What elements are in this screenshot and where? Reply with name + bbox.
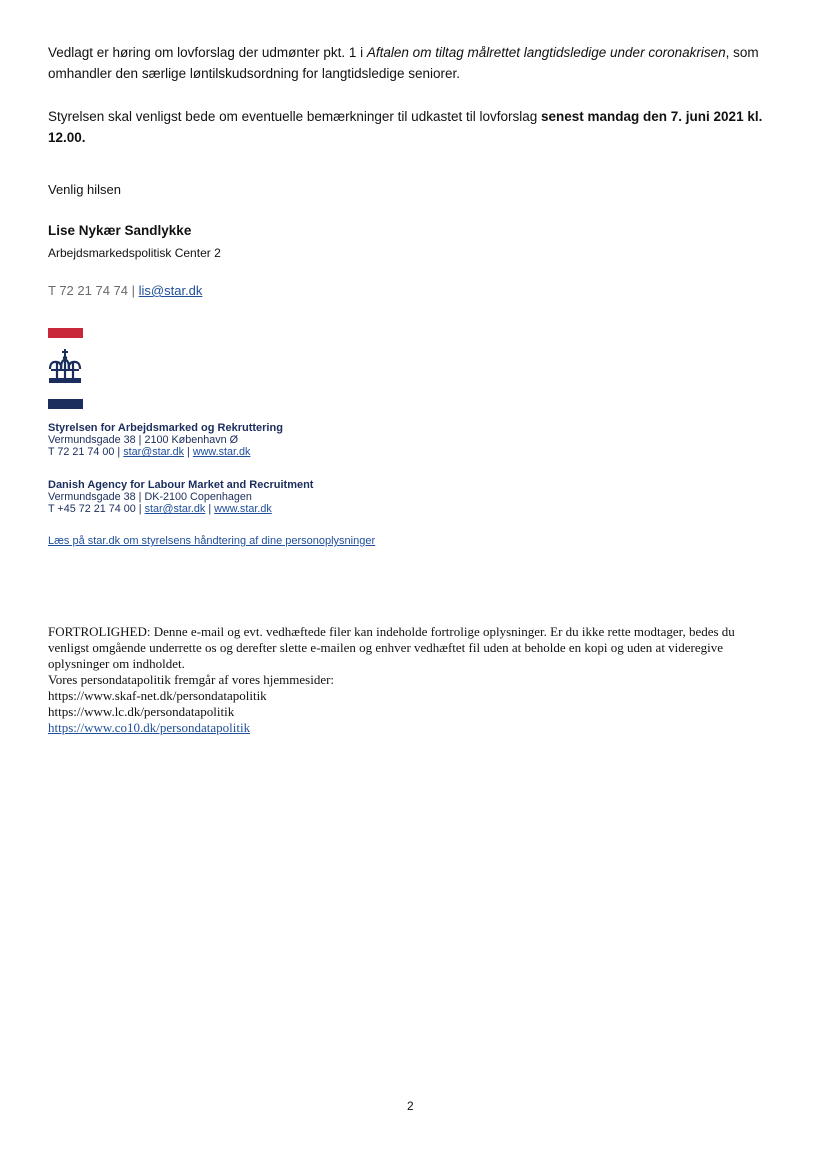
org-name-english: Danish Agency for Labour Market and Recruitment (48, 479, 314, 491)
org-address-english: Vermundsgade 38 | DK-2100 Copenhagen (48, 491, 252, 503)
page-number: 2 (407, 1099, 414, 1113)
org-contact-danish (48, 446, 283, 458)
policy-url-lc[interactable]: https://www.lc.dk/persondatapolitik (48, 704, 235, 719)
org-web-link-danish[interactable]: www.star.dk (192, 446, 251, 458)
org-address-danish: Vermundsgade 38 | 2100 København Ø (48, 434, 239, 446)
sender-department: Arbejdsmarkedspolitisk Center 2 (48, 246, 221, 260)
intro-paragraph (48, 42, 778, 84)
policy-url-co10[interactable]: https://www.co10.dk/persondatapolitik (48, 720, 251, 735)
org-block-danish (48, 422, 283, 458)
logo-navy-bar (48, 399, 83, 409)
confidentiality-text: FORTROLIGHED: Denne e-mail og evt. vedhæftede filer kan indeholde fortrolige oplysninger. Er du ikke rette modtager, bedes du venligst omgående underrette os og derefter slette e-mailen og enhver vedhæftet fil uden at beholde en kopi og uden at videregive oplysninger om indholdet. (48, 624, 735, 671)
org-phone-english: T +45 72 21 74 00 | (48, 503, 145, 515)
org-sep-danish: | (184, 446, 193, 458)
sender-email-link[interactable]: lis@star.dk (138, 283, 203, 298)
policy-url-skaf[interactable]: https://www.skaf-net.dk/persondatapolitik (48, 688, 267, 703)
deadline-date: senest mandag den 7. juni 2021 kl. 12.00. (48, 109, 763, 145)
intro-text-start: Vedlagt er høring om lovforslag der udmønter pkt. 1 i (48, 45, 367, 60)
privacy-link[interactable]: Læs på star.dk om styrelsens håndtering af dine personoplysninger (48, 535, 376, 547)
org-name-danish: Styrelsen for Arbejdsmarked og Rekruttering (48, 422, 283, 434)
policy-intro: Vores persondatapolitik fremgår af vores hjemmesider: (48, 672, 335, 687)
deadline-paragraph (48, 106, 778, 148)
agreement-title: Aftalen om tiltag målrettet langtidsledige under coronakrisen (366, 45, 726, 60)
confidentiality-notice (48, 624, 778, 736)
logo-red-bar (48, 328, 83, 338)
org-email-link-english[interactable]: star@star.dk (144, 503, 206, 515)
org-email-link-danish[interactable]: star@star.dk (123, 446, 185, 458)
contact-separator: | (131, 283, 136, 298)
org-phone-danish: T 72 21 74 00 | (48, 446, 124, 458)
org-contact-english (48, 503, 313, 515)
deadline-text: Styrelsen skal venligst bede om eventuelle bemærkninger til udkastet til lovforslag (48, 109, 541, 124)
greeting: Venlig hilsen (48, 182, 121, 197)
sender-name: Lise Nykær Sandlykke (48, 223, 192, 238)
org-web-link-english[interactable]: www.star.dk (214, 503, 272, 515)
sender-contact (48, 283, 202, 298)
org-block-english (48, 479, 313, 515)
crown-icon (46, 347, 84, 387)
org-sep-english: | (205, 503, 215, 515)
sender-phone: T 72 21 74 74 (48, 283, 128, 298)
intro-text-end: , som omhandler den særlige løntilskudsordning for langtidsledige seniorer. (48, 45, 759, 81)
